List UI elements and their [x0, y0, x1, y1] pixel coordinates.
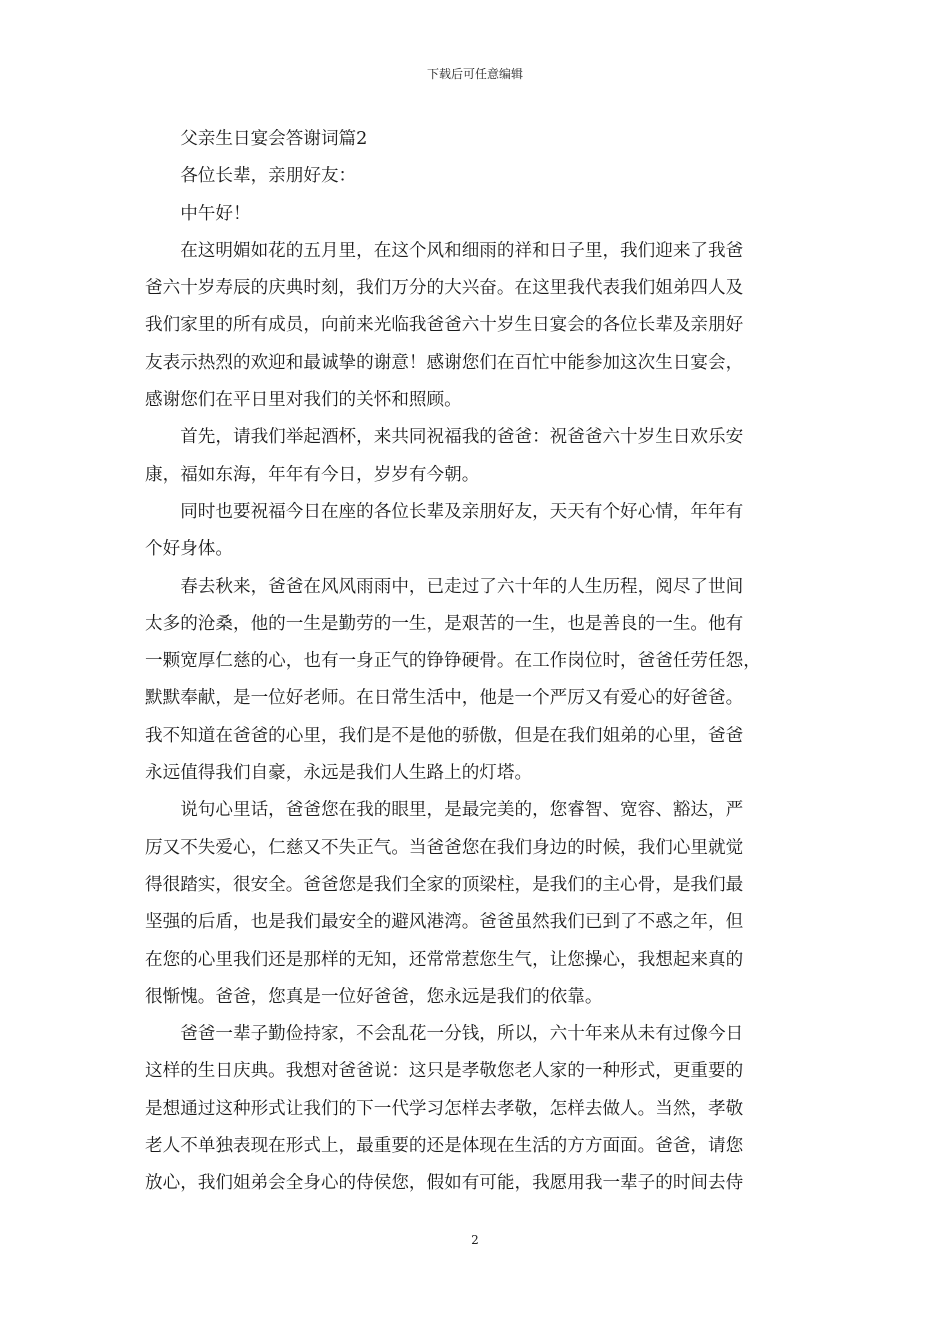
paragraph-line: 我们家里的所有成员，向前来光临我爸爸六十岁生日宴会的各位长辈及亲朋好	[145, 315, 744, 336]
paragraph-line: 同时也要祝福今日在座的各位长辈及亲朋好友，天天有个好心情，年年有	[180, 501, 744, 522]
paragraph-line: 感谢您们在平日里对我们的关怀和照顾。	[145, 390, 462, 411]
paragraph-line: 首先，请我们举起酒杯，来共同祝福我的爸爸：祝爸爸六十岁生日欢乐安	[180, 427, 744, 448]
paragraph	[145, 233, 805, 419]
paragraph-line: 在您的心里我们还是那样的无知，还常常惹您生气，让您操心，我想起来真的	[145, 949, 744, 970]
paragraph-line: 放心，我们姐弟会全身心的侍侯您，假如有可能，我愿用我一辈子的时间去侍	[145, 1173, 744, 1194]
page-number: 2	[471, 1233, 479, 1247]
page-header: 下载后可任意编辑	[426, 67, 523, 81]
paragraph-line: 我不知道在爸爸的心里，我们是不是他的骄傲，但是在我们姐弟的心里，爸爸	[145, 725, 744, 746]
paragraph-line: 爸爸一辈子勤俭持家，不会乱花一分钱，所以，六十年来从未有过像今日	[180, 1024, 744, 1045]
paragraph	[145, 792, 805, 1016]
paragraph-line: 永远值得我们自豪，永远是我们人生路上的灯塔。	[145, 763, 533, 784]
paragraph-line: 康，福如东海，年年有今日，岁岁有今朝。	[145, 464, 480, 485]
paragraph-line: 这样的生日庆典。我想对爸爸说：这只是孝敬您老人家的一种形式，更重要的	[145, 1061, 744, 1082]
paragraph-line: 友表示热烈的欢迎和最诚挚的谢意！感谢您们在百忙中能参加这次生日宴会，	[145, 352, 744, 373]
paragraph-line: 是想通过这种形式让我们的下一代学习怎样去孝敬，怎样去做人。当然，孝敬	[145, 1098, 744, 1119]
paragraph-line: 个好身体。	[145, 539, 233, 560]
paragraph-line: 坚强的后盾，也是我们最安全的避风港湾。爸爸虽然我们已到了不惑之年，但	[145, 912, 744, 933]
document-body	[145, 121, 805, 1203]
paragraph	[145, 1016, 805, 1202]
salutation: 各位长辈，亲朋好友：	[180, 166, 357, 187]
paragraph-line: 春去秋来，爸爸在风风雨雨中，已走过了六十年的人生历程，阅尽了世间	[180, 576, 744, 597]
paragraph-line: 厉又不失爱心，仁慈又不失正气。当爸爸您在我们身边的时候，我们心里就觉	[145, 837, 744, 858]
document-title: 父亲生日宴会答谢词篇2	[180, 129, 368, 149]
paragraph-line: 太多的沧桑，他的一生是勤劳的一生，是艰苦的一生，也是善良的一生。他有	[145, 613, 744, 634]
paragraph-line: 老人不单独表现在形式上，最重要的还是体现在生活的方方面面。爸爸，请您	[145, 1136, 744, 1157]
greeting: 中午好！	[180, 203, 251, 224]
paragraph-line: 说句心里话，爸爸您在我的眼里，是最完美的，您睿智、宽容、豁达，严	[180, 800, 744, 821]
paragraph	[145, 569, 805, 793]
paragraph-line: 很惭愧。爸爸，您真是一位好爸爸，您永远是我们的依靠。	[145, 986, 603, 1007]
paragraph-line: 一颗宽厚仁慈的心，也有一身正气的铮铮硬骨。在工作岗位时，爸爸任劳任怨，	[145, 651, 761, 672]
paragraph-line: 在这明媚如花的五月里，在这个风和细雨的祥和日子里，我们迎来了我爸	[180, 240, 744, 261]
paragraph	[145, 494, 805, 569]
paragraph-line: 默默奉献，是一位好老师。在日常生活中，他是一个严厉又有爱心的好爸爸。	[145, 688, 744, 709]
paragraph-list	[145, 233, 805, 1203]
paragraph-line: 爸六十岁寿辰的庆典时刻，我们万分的大兴奋。在这里我代表我们姐弟四人及	[145, 278, 744, 299]
paragraph-line: 得很踏实，很安全。爸爸您是我们全家的顶梁柱，是我们的主心骨，是我们最	[145, 874, 744, 895]
paragraph	[145, 419, 805, 494]
